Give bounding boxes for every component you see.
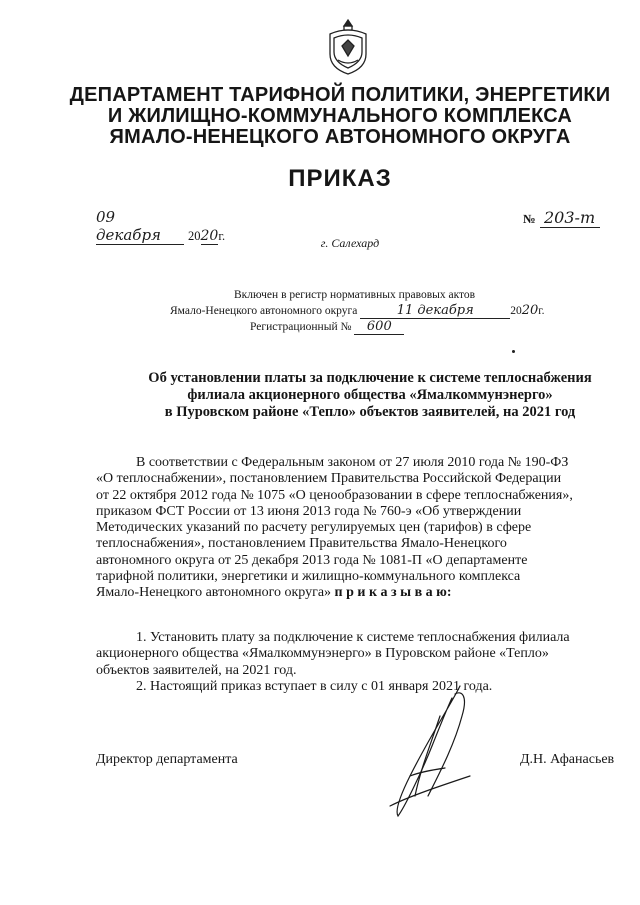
subject-line-1: Об установлении платы за подключение к системе теплоснабжения xyxy=(148,370,592,386)
order-subject xyxy=(115,370,625,421)
registration-line-3 xyxy=(170,319,590,335)
order-number-label: № xyxy=(523,212,536,226)
preamble-line-1: В соответствии с Федеральным законом от 27 июля 2010 года № 190-ФЗ xyxy=(136,455,569,470)
item-1-line-2: акционерного общества «Ямалкоммунэнерго» в Пуровском районе «Тепло» xyxy=(96,646,549,662)
order-year-prefix: 20 xyxy=(188,229,201,243)
registration-year-handwritten: 20 xyxy=(521,303,539,318)
registration-stamp xyxy=(170,288,590,335)
department-name-line-1: ДЕПАРТАМЕНТ ТАРИФНОЙ ПОЛИТИКИ, ЭНЕРГЕТИКИ xyxy=(69,84,611,106)
registration-line-1: Включен в регистр нормативных правовых актов xyxy=(234,289,476,301)
order-date-handwritten: 09 декабря xyxy=(96,208,184,245)
preamble-line-8: тарифной политики, энергетики и жилищно-коммунального комплекса xyxy=(96,569,521,585)
registration-number-handwritten: 600 xyxy=(354,319,404,335)
signatory-name: Д.Н. Афанасьев xyxy=(520,752,615,767)
order-items xyxy=(96,630,616,695)
registration-number-label: Регистрационный № xyxy=(250,321,352,333)
preamble-line-4: приказом ФСТ России от 13 июня 2013 года № 760-э «Об утверждении xyxy=(96,503,522,519)
preamble-line-2: «О теплоснабжении», постановлением Правительства Российской Федерации xyxy=(96,471,562,487)
registration-year-prefix: 20 xyxy=(510,305,522,317)
registration-okrug-label: Ямало-Ненецкого автономного округа xyxy=(170,305,358,317)
order-number-handwritten: 203-т xyxy=(540,208,600,228)
preamble-line-7: автономного округа от 25 декабря 2013 года № 1081-П «О департаменте xyxy=(96,552,528,568)
order-number xyxy=(523,208,600,228)
preamble-line-5: Методических указаний по расчету регулируемых цен (тарифов) в сфере xyxy=(96,520,532,536)
subject-line-2: филиала акционерного общества «Ямалкоммунэнерго» xyxy=(187,387,553,403)
preamble-paragraph xyxy=(96,455,616,602)
department-name-line-2: И ЖИЛИЩНО-КОММУНАЛЬНОГО КОМПЛЕКСА xyxy=(107,105,573,127)
registration-year-suffix: г. xyxy=(538,305,545,317)
document-type-title: ПРИКАЗ xyxy=(288,165,392,192)
city-label: г. Салехард xyxy=(320,236,380,250)
registration-date-handwritten: 11 декабря xyxy=(360,303,510,319)
order-directive: п р и к а з ы в а ю: xyxy=(334,585,452,601)
handwritten-signature-icon xyxy=(370,676,490,826)
ink-dot xyxy=(512,350,515,353)
item-1-line-1: 1. Установить плату за подключение к системе теплоснабжения филиала xyxy=(136,630,570,645)
order-year-handwritten: 20 xyxy=(200,228,219,244)
preamble-line-9 xyxy=(96,585,616,601)
item-1-line-3: объектов заявителей, на 2021 год. xyxy=(96,662,297,678)
registration-line-2 xyxy=(170,303,590,319)
department-name-line-3: ЯМАЛО-НЕНЕЦКОГО АВТОНОМНОГО ОКРУГА xyxy=(109,126,571,148)
subject-line-3: в Пуровском районе «Тепло» объектов заявителей, на 2021 год xyxy=(164,404,576,420)
preamble-line-6: теплоснабжения», постановлением Правительства Ямало-Ненецкого xyxy=(96,536,507,552)
item-2: 2. Настоящий приказ вступает в силу с 01 января 2021 года. xyxy=(136,678,493,694)
preamble-line-9-text: Ямало-Ненецкого автономного округа» xyxy=(96,585,332,601)
preamble-line-3: от 22 октября 2012 года № 1075 «О ценообразовании в сфере теплоснабжения», xyxy=(96,487,573,503)
signatory-position: Директор департамента xyxy=(96,752,238,767)
order-year-suffix: г. xyxy=(218,229,226,243)
coat-of-arms-icon xyxy=(320,16,376,76)
